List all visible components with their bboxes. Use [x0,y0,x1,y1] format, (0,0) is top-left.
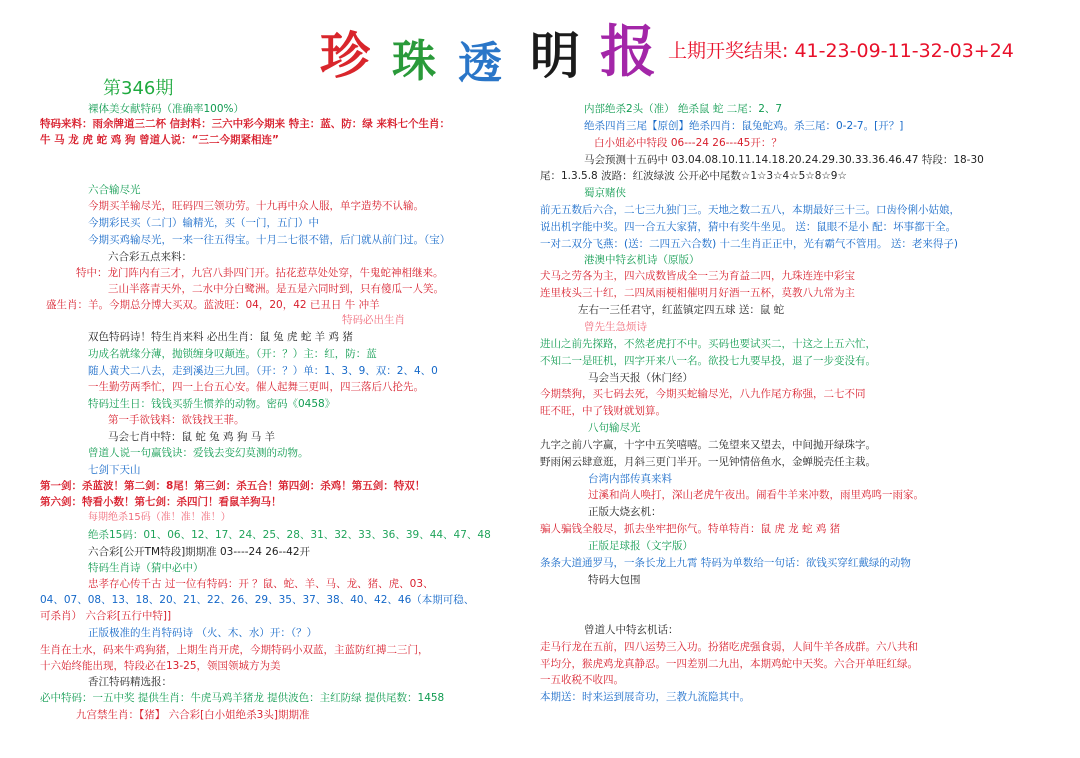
left-line: 七剑下天山 [88,464,141,476]
right-line: 连里枝头三十红，二四凤雨梗相催明月好酒一五杯，莫教八九常为主 [540,287,855,299]
right-line: 台湾内部传真来料 [588,473,672,485]
left-line: 今期买羊输尽光，旺码四三领功劳。十九再中众人服，单字造势不认输。 [88,200,424,212]
right-line: 九字之前八字赢，十字中五笑嘻嘻。二兔望来又望去，中间抛开绿珠字。 [540,439,876,451]
right-line: 特码大包围 [588,574,641,586]
right-line: 曾先生急烦诗 [584,321,647,333]
right-line: 马会当天报（休门经） [588,372,693,384]
right-line: 本期送：时来运到展奇功，三教九流隐其中。 [540,691,750,703]
title-char-3: 透 [458,38,502,89]
right-line: 一对二双分飞燕：(送：二四五六合数) 十二生肖正正中，光有霸气不管用。 送：老来得子) [540,238,958,250]
right-line: 条条大道通罗马，一条长龙上九霄 特码为单数给一句话：欲钱买穿红戴绿的动物 [540,557,911,569]
right-line: 港澳中特玄机诗（原版） [584,254,700,266]
right-line: 过溪和尚人唤打，深山老虎午夜出。闹看牛羊来冲数，雨里鸡鸣一雨家。 [588,489,924,501]
right-line: 马会预测十五码中 03.04.08.10.11.14.18.20.24.29.30.33.36.46.47 特段：18-30 [584,154,984,166]
left-line: 九宫禁生肖：【猪】 六合彩[白小姐绝杀3头]期期准 [76,709,310,721]
right-line: 曾道人中特玄机话： [584,624,679,636]
left-line: 盛生肖：羊。今期总分博大买双。蓝波旺：04，20，42 已丑日 牛 冲羊 [46,299,380,311]
right-line: 八句输尽光 [588,422,641,434]
left-line: 今期买鸡输尽光，一来一往五得宝。十月二七很不错，后门就从前门过。（宝） [88,234,451,246]
right-line: 尾：1.3.5.8 波路：红波绿波 公开必中尾数☆1☆3☆4☆5☆8☆9☆ [540,170,847,182]
issue-number: 第346期 [103,78,174,99]
right-line: 左右一三任君守，红蓝镇定四五球 送：鼠 蛇 [578,304,785,316]
left-line: 香江特码精选报： [88,676,172,688]
left-line: 正版极准的生肖特码诗 （火、木、水）开：（？） [88,627,318,639]
left-line: 六合彩[公开TM特段]期期准 03----24 26--42开 [88,546,311,558]
left-line: 第六剑：特看小数！第七剑：杀四门！看鼠羊狗马！ [40,496,282,508]
right-line: 正版足球报（文字版） [588,540,693,552]
right-line: 内部绝杀2头（准） 绝杀鼠 蛇 二尾：2、7 [584,103,783,115]
left-line: 第一手欲钱料：欲钱找王菲。 [108,414,245,426]
left-line: 特码来料：雨余牌道三二杯 信封料：三六中彩今期来 特主：蓝、防：绿 来料七个生肖： [40,118,450,130]
left-line: 第一剑：杀蓝波！第二剑：8尾！第三剑：杀五合！第四剑：杀鸡！第五剑：特双！ [40,480,426,492]
left-line: 生肖在土水，码来牛鸡狗猪，上期生肖开虎，今期特码小双蓝，主蓝防红搏二三门， [40,644,429,656]
right-line: 前无五数后六合，二七三九独门三。天地之数二五八，本期最好三十三。口齿伶俐小姑娘， [540,204,960,216]
left-line: 功成名就缘分薄，抛锁缠身叹颠连。（开：？）主：红，防：蓝 [88,348,377,360]
left-line: 马会七肖中特：鼠 蛇 兔 鸡 狗 马 羊 [108,431,276,443]
title-char-5: 报 [600,19,656,85]
right-line: 今期禁狗，买七码去死，今期买蛇输尽光，八九作尾方称强，二七不同 [540,388,866,400]
right-line: 野雨闲云肆意逛，月斜三更门半开。一见钟情倍鱼水，金蝉脱壳任主栽。 [540,456,876,468]
left-line: 特码必出生肖 [342,314,405,326]
left-line: 忠孝存心传千古 过一位有特码：开 ？鼠、蛇、羊、马、龙、猪、虎、03、 [88,578,434,590]
left-line: 可杀肖） 六合彩[五行中特]] [40,610,172,622]
left-line: 十六始终能出现，特段必在13-25，领国领城方为美 [40,660,281,672]
left-line: 必中特码：一五中奖 提供生肖：牛虎马鸡羊猪龙 提供波色：主红防绿 提供尾数：1458 [40,692,445,704]
left-line: 今期彩民买（二门）输精光，买（一门，五门）中 [88,217,319,229]
last-draw-result: 上期开奖结果: 41-23-09-11-32-03+24 [668,40,1014,62]
right-line: 白小姐必中特段 06---24 26---45开：？ [594,137,782,149]
left-line: 特中：龙门阵内有三才，九宫八卦四门开。拈花惹草处处穿，牛鬼蛇神相继来。 [76,267,444,279]
left-line: 裸体美女献特码（准确率100%） [88,103,245,115]
right-line: 说出机字能中奖。四一合五大家猜，猜中有奖牛坐见。 送：鼠眼不是小 配：坏事都干全。 [540,221,957,233]
left-line: 曾道人说一句赢钱诀：爱钱去变幻莫测的动物。 [88,447,309,459]
title-char-2: 珠 [392,36,436,87]
right-line: 绝杀四肖三尾【原创】绝杀四肖：鼠兔蛇鸡。杀三尾：0-2-7。[开？] [584,120,904,132]
left-line: 六合输尽光 [88,184,141,196]
right-line: 进山之前先探路，不然老虎打不中。买码也要试买二，十这之上五六忙， [540,338,876,350]
left-line: 04、07、08、13、18、20、21、22、26、29、35、37、38、40、42、46（本期可稳、 [40,594,475,606]
right-line: 蜀京赌侠 [584,187,626,199]
left-line: 绝杀15码：01、06、12、17、24、25、28、31、32、33、36、39、44、47、48 [88,529,491,541]
left-line: 特码过生日：钱钱买骄生惯养的动物。密码《0458》 [88,398,336,410]
left-line: 每期绝杀15码（准！准！准！） [88,512,231,523]
title-char-4: 明 [530,26,580,85]
title-char-1: 珍 [320,26,370,85]
left-line: 一生勤劳两季忙，四一上台五心安。催人起舞三更叫，四三落后八抡先。 [88,381,424,393]
left-line: 六合彩五点来料： [108,251,192,263]
right-line: 一五收税不收四。 [540,674,624,686]
right-line: 正版大烧玄机： [588,506,662,518]
right-line: 旺不旺，中了钱财就划算。 [540,405,666,417]
right-line: 骗人骗钱全般尽，抓去坐牢把你气。特单特肖：鼠 虎 龙 蛇 鸡 猪 [540,523,841,535]
right-line: 平均分，猴虎鸡龙真静忍。一四差别二九出，本期鸡蛇中天奖。六合开单旺红绿。 [540,658,918,670]
left-line: 特码生肖诗（猜中必中） [88,562,204,574]
right-line: 走马行龙在五前，四八运势三入功。扮猪吃虎强食弱，人间牛羊各成群。六八共和 [540,641,918,653]
left-line: 随人黄犬二八去，走到溪边三九回。（开：？）单：1、3、9、双：2、4、0 [88,365,438,377]
left-line: 双色特码诗！特生肖来料 必出生肖：鼠 兔 虎 蛇 羊 鸡 猪 [88,331,353,343]
right-line: 犬马之劳各为主，四六成数皆成全一三为育益二四，九珠连连中彩宝 [540,270,855,282]
left-line: 三山半落青天外，二水中分白鹭洲。是五是六同时到，只有傻瓜一人笑。 [108,283,444,295]
left-line: 牛 马 龙 虎 蛇 鸡 狗 曾道人说：“三二今期紧相连” [40,134,279,146]
right-line: 不知二一是旺机，四字开来八一名。欲投七九要早投，退了一步变没有。 [540,355,876,367]
